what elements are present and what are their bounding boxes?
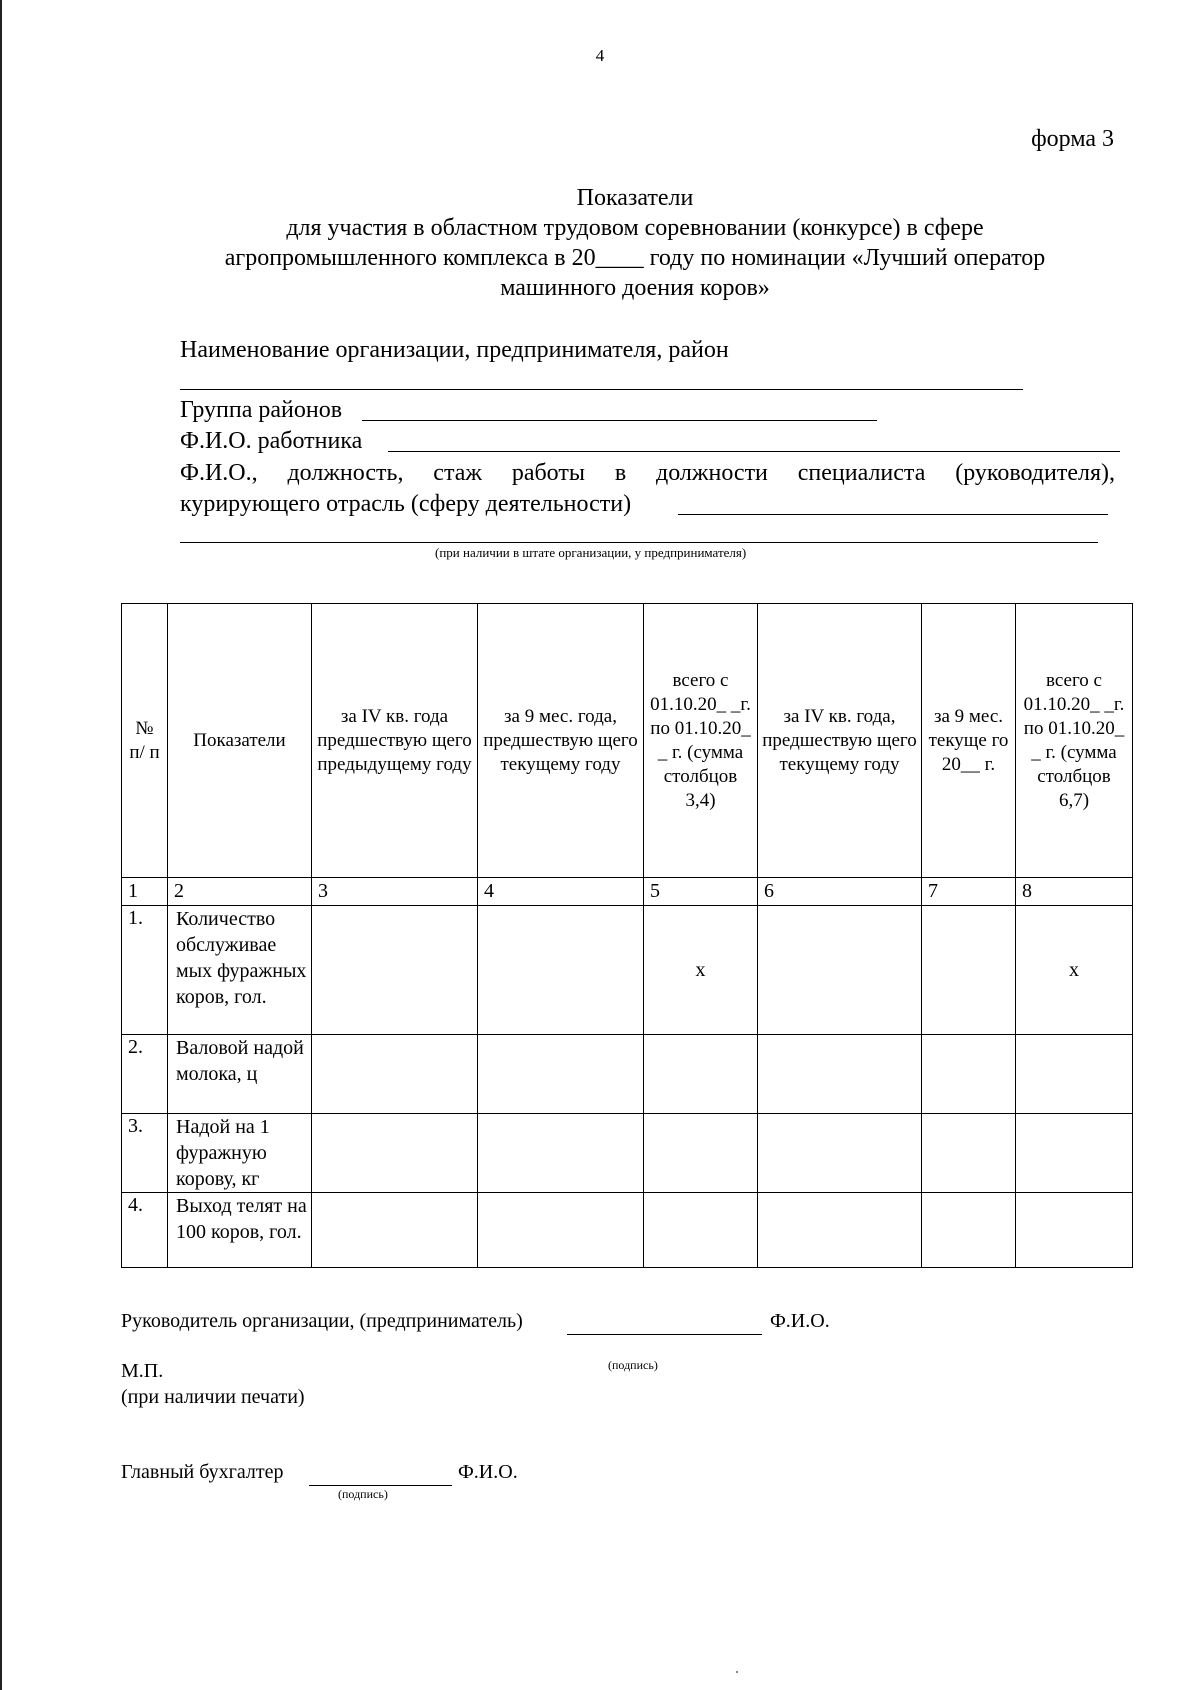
column-number: 5 bbox=[644, 878, 758, 906]
head-signature-label: Руководитель организации, (предприниматель) bbox=[121, 1310, 523, 1332]
word: стаж bbox=[433, 460, 482, 486]
header-cell: за 9 мес. текуще го 20__ г. bbox=[922, 604, 1016, 878]
form-label: форма 3 bbox=[1031, 126, 1114, 152]
row-number: 4. bbox=[122, 1193, 168, 1268]
indicator-name: Надой на 1 фуражную корову, кг bbox=[168, 1114, 312, 1193]
specialist-label-line-2: курирующего отрасль (сферу деятельности) bbox=[180, 491, 632, 517]
data-cell[interactable] bbox=[758, 1193, 922, 1268]
row-number: 1. bbox=[122, 906, 168, 1035]
data-cell[interactable] bbox=[312, 1035, 478, 1114]
data-cell[interactable] bbox=[312, 1114, 478, 1193]
data-cell[interactable] bbox=[312, 1193, 478, 1268]
word: работы bbox=[511, 460, 585, 486]
title-line-2: для участия в областном трудовом соревновании (конкурсе) в сфере bbox=[286, 215, 984, 241]
head-signature-line[interactable] bbox=[567, 1334, 762, 1335]
table-row bbox=[122, 1193, 1133, 1268]
data-cell[interactable] bbox=[922, 1035, 1016, 1114]
data-cell[interactable] bbox=[758, 1114, 922, 1193]
table-header-row bbox=[122, 604, 1133, 878]
word: в bbox=[614, 460, 627, 486]
word: должность, bbox=[287, 460, 404, 486]
table-row bbox=[122, 1114, 1133, 1193]
worker-label: Ф.И.О. работника bbox=[180, 428, 363, 454]
data-cell-total[interactable]: x bbox=[644, 906, 758, 1035]
seal-label: М.П. bbox=[121, 1360, 164, 1382]
org-label: Наименование организации, предпринимателя, район bbox=[180, 337, 729, 363]
district-group-input-line[interactable] bbox=[362, 420, 877, 421]
scan-edge bbox=[0, 0, 2, 1690]
data-cell[interactable] bbox=[922, 1114, 1016, 1193]
header-cell: всего с 01.10.20_ _г. по 01.10.20_ _ г. (сумма столбцов 3,4) bbox=[644, 604, 758, 878]
data-cell[interactable] bbox=[478, 1193, 644, 1268]
data-cell-total[interactable] bbox=[1016, 1114, 1133, 1193]
indicator-name: Валовой надой молока, ц bbox=[168, 1035, 312, 1114]
data-cell[interactable] bbox=[922, 1193, 1016, 1268]
header-cell: всего с 01.10.20_ _г. по 01.10.20_ _ г. (сумма столбцов 6,7) bbox=[1016, 604, 1133, 878]
column-number: 6 bbox=[758, 878, 922, 906]
worker-input-line[interactable] bbox=[388, 451, 1120, 452]
data-cell-total[interactable] bbox=[1016, 1193, 1133, 1268]
column-number-row bbox=[122, 878, 1133, 906]
title-line-1: Показатели bbox=[576, 185, 694, 211]
title-line-4: машинного доения коров» bbox=[500, 275, 770, 301]
column-number: 4 bbox=[478, 878, 644, 906]
data-cell-total[interactable] bbox=[644, 1193, 758, 1268]
header-cell: за IV кв. года, предшествую щего текущему году bbox=[758, 604, 922, 878]
document-title bbox=[140, 183, 1130, 303]
data-cell-total[interactable] bbox=[644, 1114, 758, 1193]
data-cell-total[interactable] bbox=[1016, 1035, 1133, 1114]
district-group-label: Группа районов bbox=[180, 397, 343, 423]
column-number: 2 bbox=[168, 878, 312, 906]
column-number: 8 bbox=[1016, 878, 1133, 906]
row-number: 3. bbox=[122, 1114, 168, 1193]
accountant-fio: Ф.И.О. bbox=[458, 1461, 518, 1483]
data-cell[interactable] bbox=[478, 1035, 644, 1114]
table-row bbox=[122, 1035, 1133, 1114]
specialist-input-line[interactable] bbox=[678, 514, 1108, 515]
data-cell[interactable] bbox=[478, 906, 644, 1035]
column-number: 7 bbox=[922, 878, 1016, 906]
column-number: 3 bbox=[312, 878, 478, 906]
header-cell: № п/ п bbox=[122, 604, 168, 878]
word: (руководителя), bbox=[955, 460, 1115, 486]
header-cell: за IV кв. года предшествую щего предыдущему году bbox=[312, 604, 478, 878]
accountant-signature-label: Главный бухгалтер bbox=[121, 1461, 284, 1483]
specialist-label-line-1 bbox=[180, 459, 1115, 487]
row-number: 2. bbox=[122, 1035, 168, 1114]
accountant-sign-note: (подпись) bbox=[338, 1487, 388, 1501]
data-cell[interactable] bbox=[922, 906, 1016, 1035]
org-input-line[interactable] bbox=[180, 389, 1023, 390]
word: должности bbox=[656, 460, 768, 486]
head-fio: Ф.И.О. bbox=[770, 1310, 830, 1332]
data-cell[interactable] bbox=[312, 906, 478, 1035]
staff-note: (при наличии в штате организации, у предпринимателя) bbox=[435, 545, 747, 560]
header-cell: за 9 мес. года, предшествую щего текущему году bbox=[478, 604, 644, 878]
data-cell-total[interactable]: x bbox=[1016, 906, 1133, 1035]
title-line-3: агропромышленного комплекса в 20____ году по номинации «Лучший оператор bbox=[224, 245, 1046, 271]
page-number: 4 bbox=[595, 46, 605, 65]
indicator-name: Выход телят на 100 коров, гол. bbox=[168, 1193, 312, 1268]
data-cell[interactable] bbox=[478, 1114, 644, 1193]
header-cell: Показатели bbox=[168, 604, 312, 878]
column-number: 1 bbox=[122, 878, 168, 906]
word: Ф.И.О., bbox=[180, 460, 258, 486]
indicator-name: Количество обслуживае мых фуражных коров, гол. bbox=[168, 906, 312, 1035]
specialist-input-line-2[interactable] bbox=[180, 542, 1098, 543]
indicators-table bbox=[121, 603, 1133, 1268]
accountant-signature-line[interactable] bbox=[309, 1485, 452, 1486]
word: специалиста bbox=[797, 460, 926, 486]
data-cell[interactable] bbox=[758, 1035, 922, 1114]
data-cell-total[interactable] bbox=[644, 1035, 758, 1114]
scan-speck bbox=[736, 1671, 738, 1673]
table-row bbox=[122, 906, 1133, 1035]
head-sign-note: (подпись) bbox=[608, 1358, 658, 1372]
data-cell[interactable] bbox=[758, 906, 922, 1035]
seal-note: (при наличии печати) bbox=[121, 1386, 305, 1408]
